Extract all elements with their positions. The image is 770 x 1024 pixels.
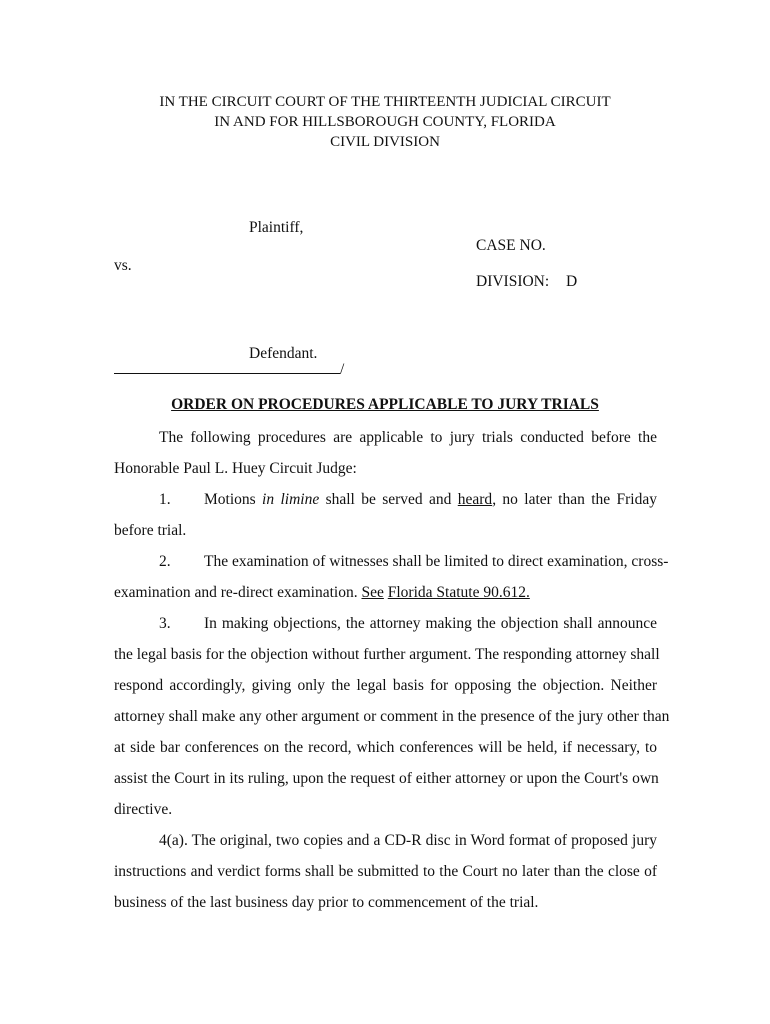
- paragraph-3-line-3: respond accordingly, giving only the legal basis for opposing the objection. Neither: [114, 677, 657, 694]
- court-header-line-2: IN AND FOR HILLSBOROUGH COUNTY, FLORIDA: [214, 114, 556, 130]
- paragraph-2-line-1: The examination of witnesses shall be limited to direct examination, cross-: [204, 553, 669, 570]
- p2-see-signal: See: [361, 584, 384, 601]
- p1-text-post: , no later than the Friday: [492, 491, 657, 508]
- p2-text-pre: examination and re-direct examination.: [114, 584, 362, 601]
- court-header-line-3: CIVIL DIVISION: [330, 134, 440, 150]
- division-value: D: [566, 273, 578, 290]
- p1-text-pre: Motions: [204, 491, 263, 508]
- division-label: DIVISION:: [476, 273, 550, 290]
- paragraph-3-line-1: In making objections, the attorney making the objection shall announce: [204, 615, 657, 632]
- order-title: ORDER ON PROCEDURES APPLICABLE TO JURY TRIALS: [171, 396, 599, 413]
- court-header: [0, 92, 770, 152]
- intro-line-2: Honorable Paul L. Huey Circuit Judge:: [114, 460, 357, 477]
- paragraph-2-number: 2.: [159, 553, 171, 570]
- case-number-label: CASE NO.: [476, 237, 546, 254]
- p1-text-mid: shall be served and: [319, 491, 458, 508]
- defendant-label: Defendant.: [249, 345, 318, 362]
- p1-italic-term: in limine: [262, 491, 320, 508]
- paragraph-2-line-2: [114, 584, 657, 602]
- paragraph-3-line-4: attorney shall make any other argument or comment in the presence of the jury other than: [114, 708, 670, 725]
- caption-rule: [114, 373, 340, 374]
- p1-underlined-term: heard: [457, 491, 493, 508]
- caption-slash: /: [340, 361, 345, 378]
- court-header-line-1: IN THE CIRCUIT COURT OF THE THIRTEENTH JUDICIAL CIRCUIT: [159, 94, 611, 110]
- paragraph-1-number: 1.: [159, 491, 171, 508]
- paragraph-3-line-5: at side bar conferences on the record, which conferences will be held, if necessary, to: [114, 739, 657, 756]
- paragraph-4a-line-1: 4(a). The original, two copies and a CD-R disc in Word format of proposed jury: [159, 832, 657, 849]
- plaintiff-label: Plaintiff,: [249, 219, 304, 236]
- paragraph-3-line-7: directive.: [114, 801, 173, 818]
- paragraph-3-number: 3.: [159, 615, 171, 632]
- p2-statute-citation: Florida Statute 90.612.: [387, 584, 530, 601]
- intro-line-1: The following procedures are applicable to jury trials conducted before the: [159, 429, 657, 446]
- paragraph-3-line-2: the legal basis for the objection without further argument. The responding attorney shall: [114, 646, 660, 663]
- paragraph-1-line-2: before trial.: [114, 522, 187, 539]
- paragraph-3-line-6: assist the Court in its ruling, upon the request of either attorney or upon the Court's own: [114, 770, 659, 787]
- paragraph-4a-line-3: business of the last business day prior to commencement of the trial.: [114, 894, 539, 911]
- paragraph-1-line-1: [204, 491, 657, 509]
- versus-label: vs.: [114, 257, 132, 274]
- paragraph-4a-line-2: instructions and verdict forms shall be submitted to the Court no later than the close of: [114, 863, 657, 880]
